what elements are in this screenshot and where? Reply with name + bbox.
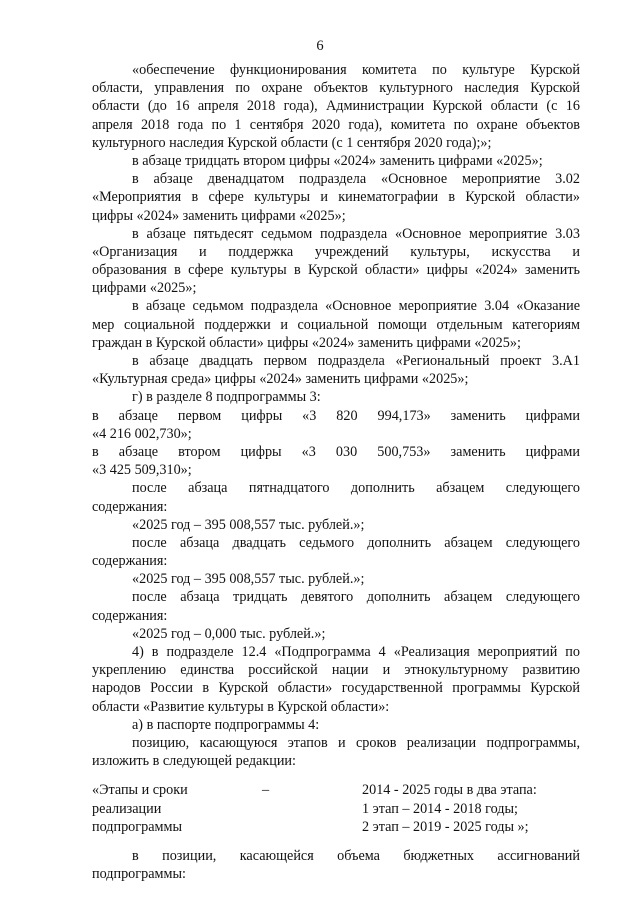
text-line: образования в сфере культуры в Курской области» цифры «2024» заменить [92,262,580,279]
text-line: содержания: [92,607,168,624]
text-line: народов России в Курской области» государственной программы Курской [92,680,580,697]
text-line: в абзаце первом цифры «3 820 994,173» заменить цифрами [92,407,580,424]
text-line: в абзаце пятьдесят седьмом подраздела «Основное мероприятие 3.03 [132,225,580,242]
text-line: после абзаца тридцать девятого дополнить абзацем следующего [132,589,580,606]
text-line: содержания: [92,498,168,515]
text-line: в абзаце тридцать втором цифры «2024» заменить цифрами «2025»; [132,152,543,169]
table-cell [262,818,362,836]
text-line: укреплению единства российской нации и этнокультурному развитию [92,662,580,679]
stages-table [92,781,580,836]
page-number: 6 [316,38,324,54]
text-line: области «Развитие культуры в Курской области»: [92,698,390,715]
text-line: культурного наследия Курской области (с 1 сентября 2020 года);»; [92,134,492,151]
text-line: в абзаце двенадцатом подраздела «Основное мероприятие 3.02 [132,171,580,188]
table-row [92,800,580,818]
text-line: «Мероприятия в сфере культуры и кинематографии в Курской области» [92,189,580,206]
spacer [92,770,580,781]
spacer [92,836,580,847]
table-cell: «Этапы и сроки [92,782,188,799]
text-line: «обеспечение функционирования комитета по культуре Курской [132,62,580,78]
text-line: области, управления по охране объектов культурного наследия Курской [92,80,580,97]
table-cell [262,800,362,818]
text-line: после абзаца двадцать седьмого дополнить абзацем следующего [132,534,580,551]
text-line: подпрограммы: [92,866,186,883]
table-row [92,781,580,799]
text-line: 4) в подразделе 12.4 «Подпрограмма 4 «Реализация мероприятий по [132,644,580,660]
text-line: позицию, касающуюся этапов и сроков реализации подпрограммы, [132,734,580,751]
table-cell: 2 этап – 2019 - 2025 годы »; [362,818,529,835]
text-line: цифрами «2025»; [92,280,197,297]
text-line: мер социальной поддержки и социальной помощи отдельным категориям [92,316,580,333]
text-line: в абзаце двадцать первом подраздела «Региональный проект 3.А1 [132,353,580,369]
text-line: г) в разделе 8 подпрограммы 3: [132,389,321,406]
text-line: в абзаце втором цифры «3 030 500,753» заменить цифрами [92,443,580,460]
text-line: апреля 2018 года по 1 сентября 2020 года), комитета по охране объектов [92,116,580,133]
text-line: «3 425 509,310»; [92,462,192,479]
table-cell: – [262,782,270,799]
text-line: содержания: [92,553,168,570]
text-line: в абзаце седьмом подраздела «Основное мероприятие 3.04 «Оказание [132,298,580,315]
text-line: изложить в следующей редакции: [92,753,296,770]
text-line: в позиции, касающейся объема бюджетных ассигнований [132,847,580,864]
main-text [92,61,580,770]
text-line: «2025 год – 0,000 тыс. рублей.»; [132,625,326,642]
text-line: после абзаца пятнадцатого дополнить абзацем следующего [132,480,580,497]
text-line: «Культурная среда» цифры «2024» заменить цифрами «2025»; [92,371,469,388]
text-line: а) в паспорте подпрограммы 4: [132,716,320,733]
text-line: «2025 год – 395 008,557 тыс. рублей.»; [132,571,365,588]
table-cell: реализации [92,800,162,817]
text-line: «Организация и поддержка учреждений культуры, искусства и [92,243,580,260]
text-line: цифры «2024» заменить цифрами «2025»; [92,207,346,224]
tail-text [92,847,580,883]
table-cell: 1 этап – 2014 - 2018 годы; [362,800,518,817]
document-body [92,61,580,883]
table-row [92,818,580,836]
text-line: граждан в Курской области» цифры «2024» заменить цифрами «2025»; [92,334,521,351]
text-line: области (до 16 апреля 2018 года), Администрации Курской области (с 16 [92,98,580,115]
table-cell: подпрограммы [92,818,182,835]
text-line: «4 216 002,730»; [92,425,192,442]
table-cell: 2014 - 2025 годы в два этапа: [362,782,537,799]
text-line: «2025 год – 395 008,557 тыс. рублей.»; [132,516,365,533]
